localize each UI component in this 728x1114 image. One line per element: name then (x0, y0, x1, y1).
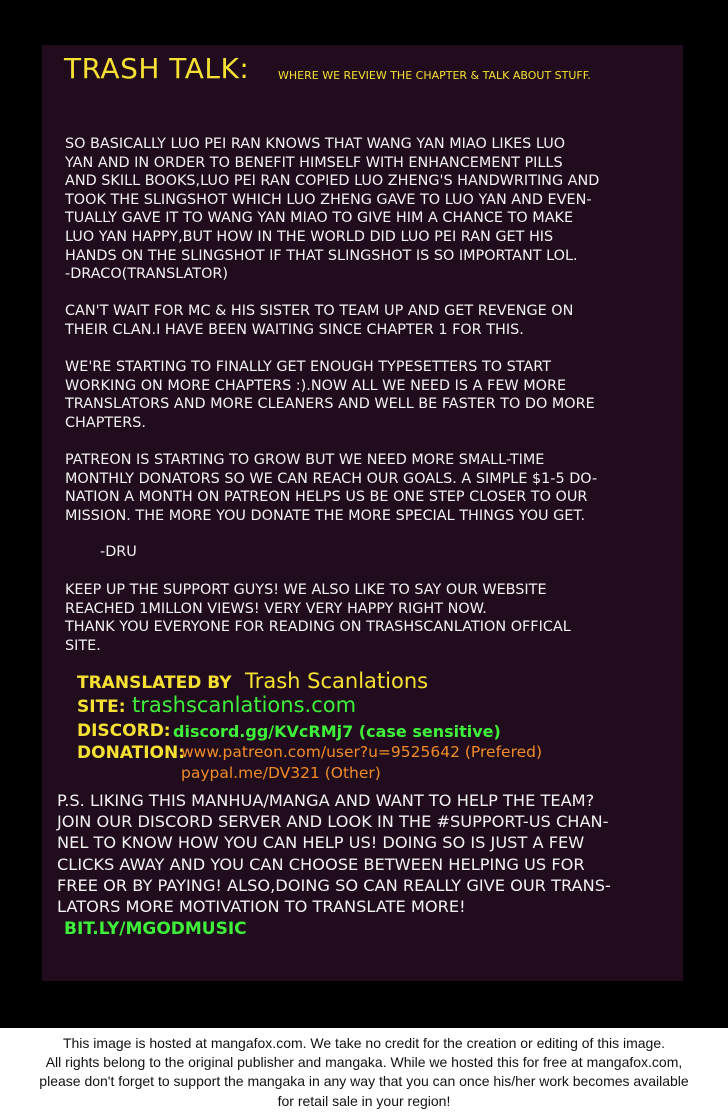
paypal-link[interactable]: paypal.me/DV321 (Other) (181, 764, 381, 782)
donation-label: DONATION: (77, 743, 186, 763)
translated-by-value: Trash Scanlations (245, 669, 429, 693)
music-link[interactable]: BIT.LY/MGODMUSIC (64, 919, 247, 939)
ps-paragraph: P.S. LIKING THIS MANHUA/MANGA AND WANT TO HELP THE TEAM? JOIN OUR DISCORD SERVER AND LOOK IN THE #SUPPORT-US CHAN- NEL TO KNOW HOW YOU CAN HELP US! DOING SO IS JUST A FEW CLICKS AWAY AND YOU CAN CHOOSE BETWEEN HELPING US FOR FREE OR BY PAYING! ALSO,DOING SO CAN REALLY GIVE OUR TRANS- LATORS MORE MOTIVATION TO TRANSLATE MORE! (57, 791, 611, 917)
discord-label: DISCORD: (77, 721, 171, 741)
site-label: SITE: (77, 697, 126, 717)
hosting-footer (0, 1028, 728, 1114)
signature-dru: -DRU (100, 544, 137, 560)
trash-talk-title: TRASH TALK: (64, 52, 250, 85)
discord-link[interactable]: discord.gg/KVcRMj7 (case sensitive) (173, 722, 501, 741)
site-link[interactable]: trashscanlations.com (132, 693, 357, 717)
trash-talk-subtitle: WHERE WE REVIEW THE CHAPTER & TALK ABOUT STUFF. (278, 69, 591, 82)
patreon-link[interactable]: www.patreon.com/user?u=9525642 (Prefered) (181, 743, 543, 761)
paragraph-typesetters: WE'RE STARTING TO FINALLY GET ENOUGH TYPESETTERS TO START WORKING ON MORE CHAPTERS :).NOW ALL WE NEED IS A FEW MORE TRANSLATORS AND MORE CLEANERS AND WELL BE FASTER TO DO MORE CHAPTERS. (65, 359, 595, 431)
paragraph-patreon: PATREON IS STARTING TO GROW BUT WE NEED MORE SMALL-TIME MONTHLY DONATORS SO WE CAN REACH OUR GOALS. A SIMPLE $1-5 DO- NATION A MONTH ON PATREON HELPS US BE ONE STEP CLOSER TO OUR MISSION. THE MORE YOU DONATE THE MORE SPECIAL THINGS YOU GET. (65, 452, 598, 524)
paragraph-revenge: CAN'T WAIT FOR MC & HIS SISTER TO TEAM UP AND GET REVENGE ON THEIR CLAN.I HAVE BEEN WAITING SINCE CHAPTER 1 FOR THIS. (65, 303, 574, 338)
hosting-disclaimer: This image is hosted at mangafox.com. We take no credit for the creation or editing of this image. All rights belong to the original publisher and mangaka. While we hosted this for free at mangafox.com, please don't forget to support the mangaka in any way that you can once his/her work becomes available for retail sale in your region! (39, 1035, 689, 1109)
translated-by-label: TRANSLATED BY (77, 673, 232, 693)
paragraph-support: KEEP UP THE SUPPORT GUYS! WE ALSO LIKE TO SAY OUR WEBSITE REACHED 1MILLON VIEWS! VERY VERY HAPPY RIGHT NOW. THANK YOU EVERYONE FOR READING ON TRASHSCANLATION OFFICAL SITE. (65, 582, 571, 654)
paragraph-draco: SO BASICALLY LUO PEI RAN KNOWS THAT WANG YAN MIAO LIKES LUO YAN AND IN ORDER TO BENEFIT HIMSELF WITH ENHANCEMENT PILLS AND SKILL BOOKS,LUO PEI RAN COPIED LUO ZHENG'S HANDWRITING AND TOOK THE SLINGSHOT WHICH LUO ZHENG GAVE TO LUO YAN AND EVEN- TUALLY GAVE IT TO WANG YAN MIAO TO GIVE HIM A CHANCE TO MAKE LUO YAN HAPPY,BUT HOW IN THE WORLD DID LUO PEI RAN GET HIS HANDS ON THE SLINGSHOT IF THAT SLINGSHOT IS SO IMPORTANT LOL. -DRACO(TRANSLATOR) (65, 136, 600, 283)
